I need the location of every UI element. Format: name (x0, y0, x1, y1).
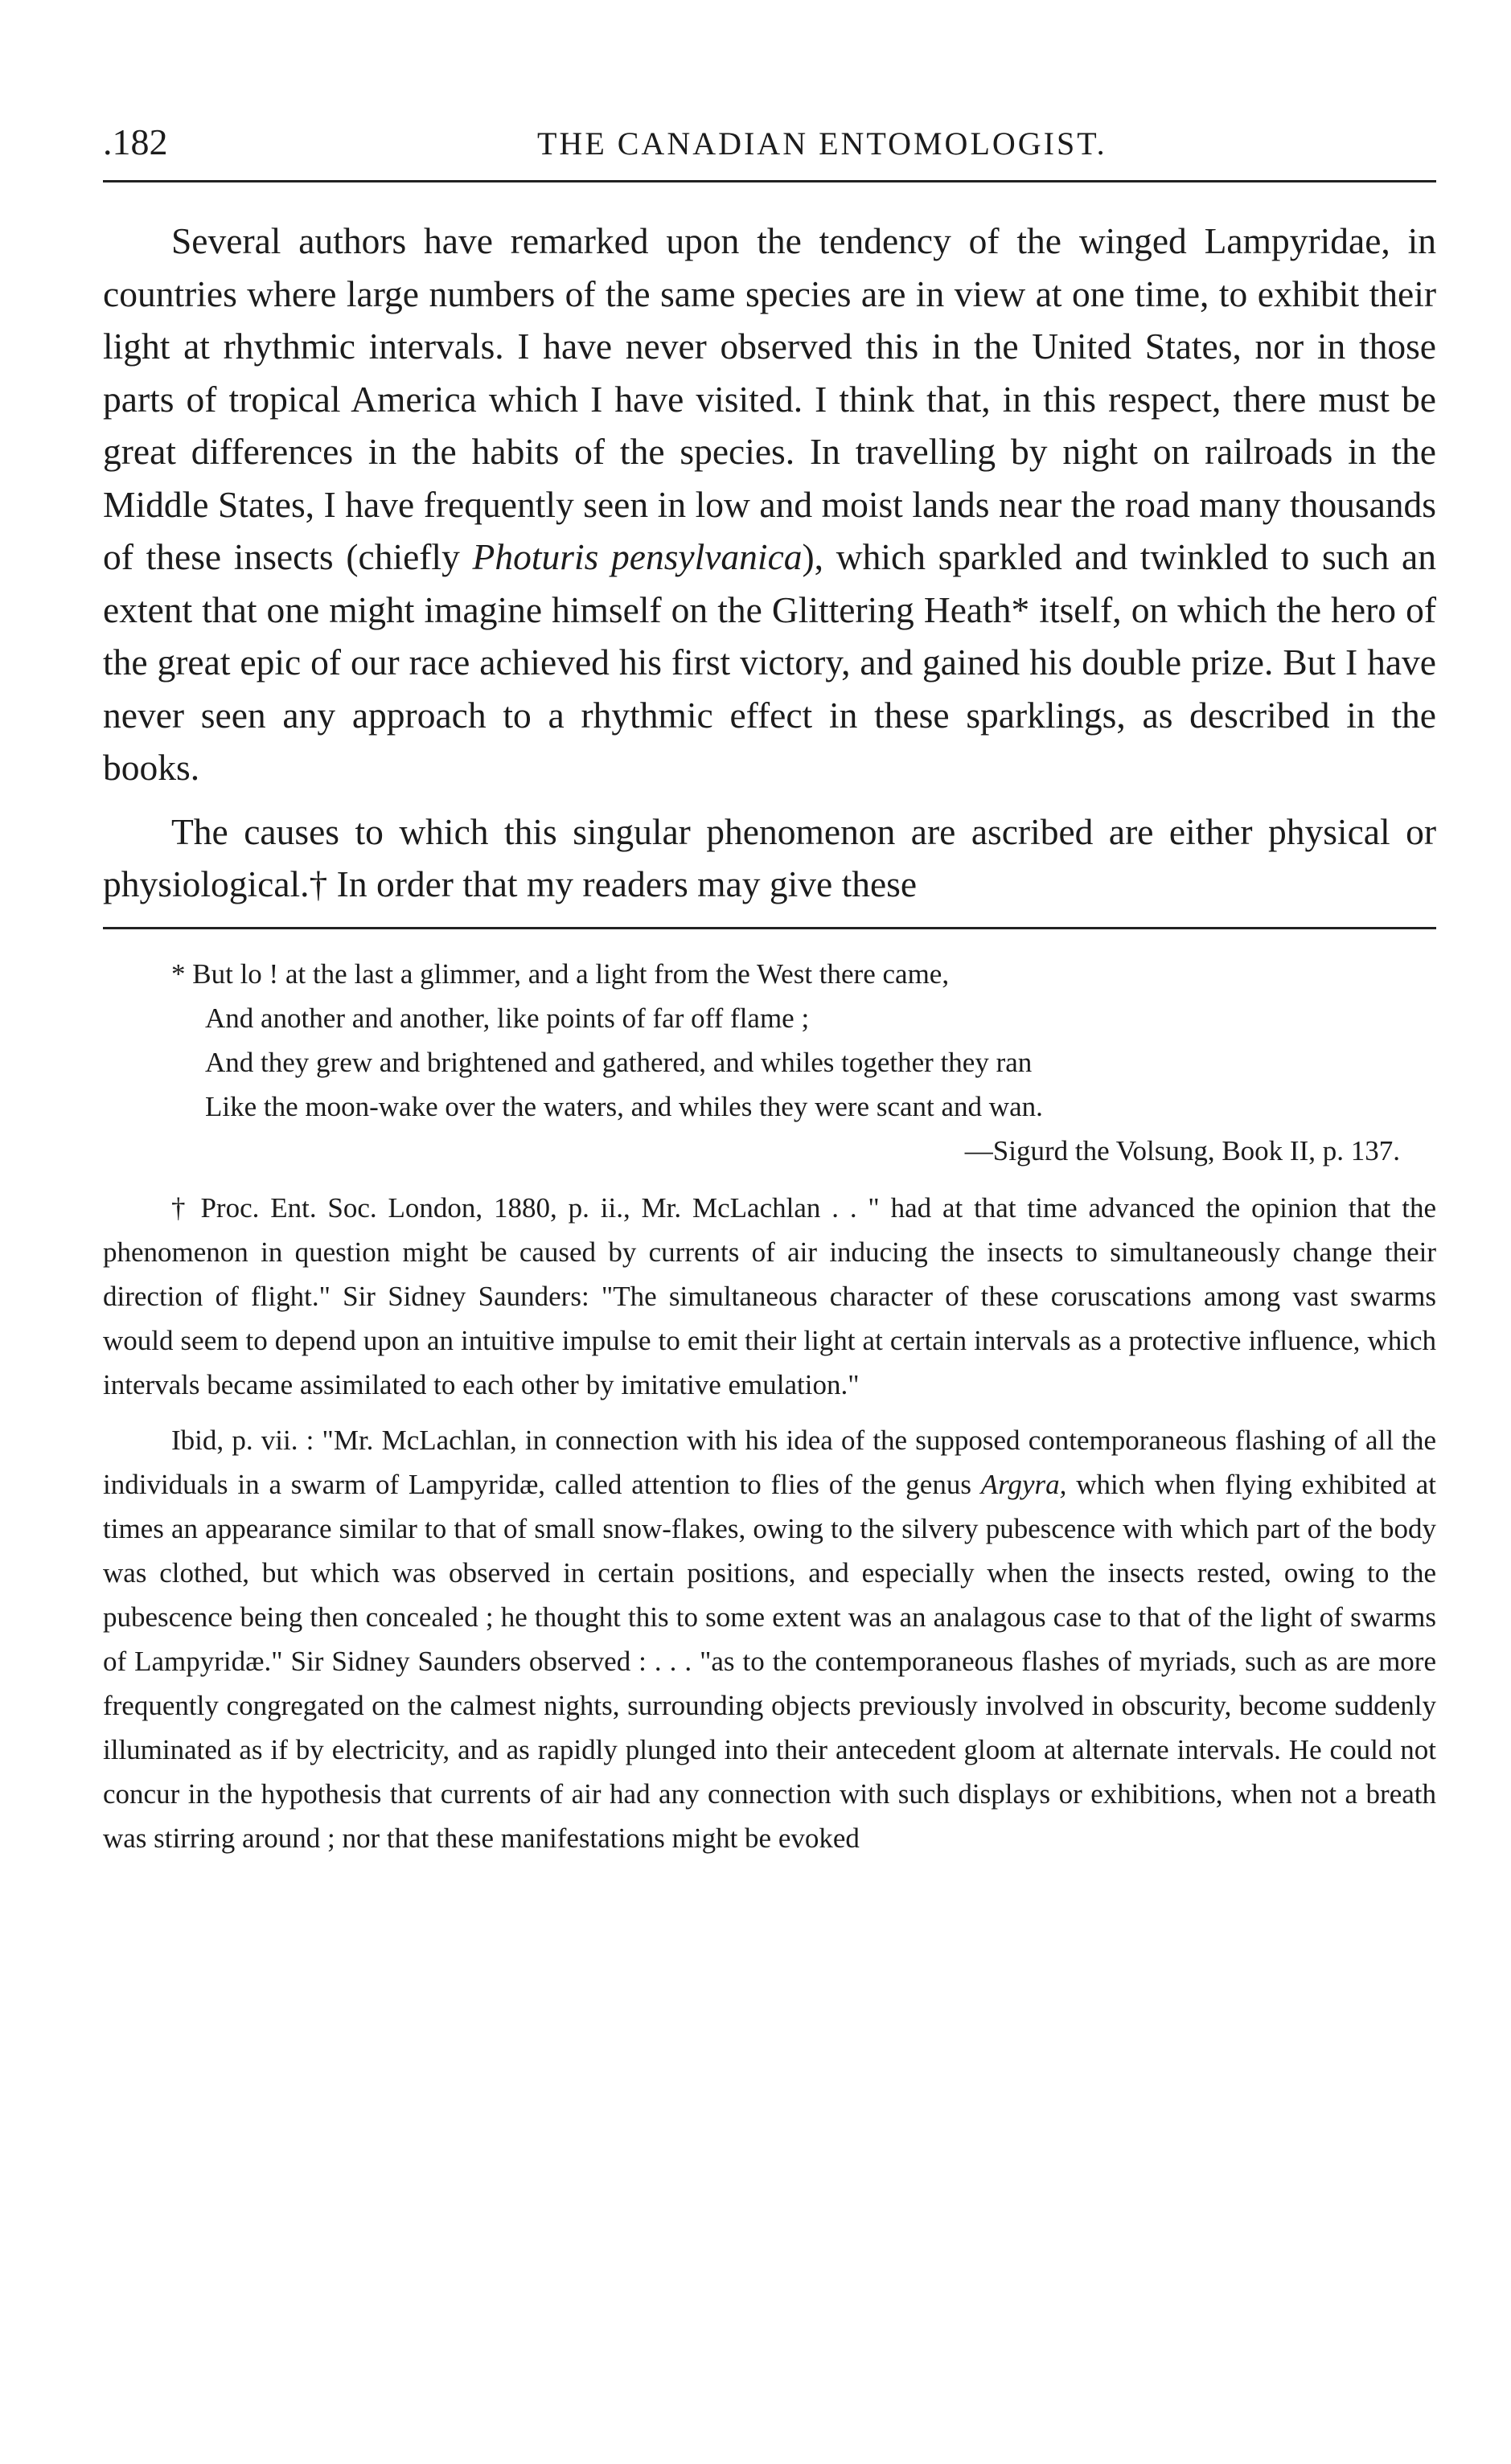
poem-line: Like the moon-wake over the waters, and whiles they were scant and wan. (205, 1090, 1043, 1122)
footnotes (103, 1186, 1436, 1860)
book-page (103, 121, 1436, 1860)
main-text (103, 215, 1436, 911)
body-paragraph-text: ), which sparkled and twinkled to such an extent that one might imagine himself on the Glittering Heath* itself, on which the hero of the great epic of our race achieved his first victory, and gained his double prize. But I have never seen any approach to a rhythmic effect in these sparklings, as described in the books. (103, 536, 1436, 788)
body-paragraph-text: Several authors have remarked upon the tendency of the winged Lampyridae, in countries where large numbers of the same species are in view at one time, to exhibit their light at rhythmic intervals. I have never observed this in the United States, nor in those parts of tropical America which I have visited. I think that, in this respect, there must be great differences in the habits of the species. In travelling by night on railroads in the Middle States, I have frequently seen in low and moist lands near the road many thousands of these insects (chiefly (103, 220, 1436, 577)
footnote-ibid (103, 1418, 1436, 1860)
body-paragraph: The causes to which this singular phenomenon are ascribed are either physical or physiological.† In order that my readers may give these (103, 810, 1436, 904)
footnote-rule (103, 927, 1436, 929)
genus-name: Argyra, (980, 1468, 1067, 1500)
footnote-text: which when flying exhibited at times an appearance similar to that of small snow-flakes, owing to the silvery pubescence with which part of the body was clothed, but which was observed in certain positions, and especially when the insects rested, owing to the pubescence being then concealed ; he thought this to some extent was an analagous case to that of the light of swarms of Lampyridæ." Sir Sidney Saunders observed : . . . "as to the contemporaneous flashes of myriads, such as are more frequently congregated on the calmest nights, surrounding objects previously involved in obscurity, become suddenly illuminated as if by electricity, and as rapidly plunged into their antecedent gloom at alternate intervals. He could not concur in the hypothesis that currents of air had any connection with such displays or exhibitions, when not a breath was stirring around ; nor that these manifestations might be evoked (103, 1468, 1436, 1854)
page-number: .182 (103, 121, 168, 162)
footnote-dagger: † Proc. Ent. Soc. London, 1880, p. ii., Mr. McLachlan . . " had at that time advanced the opinion that the phenomenon in question might be caused by currents of air inducing the insects to simultaneously change their direction of flight." Sir Sidney Saunders: "The simultaneous character of these coruscations among vast swarms would seem to depend upon an intuitive impulse to emit their light at certain intervals as a protective influence, which intervals became assimilated to each other by imitative emulation." (103, 1191, 1436, 1400)
header-rule (103, 180, 1436, 182)
poem-line: And another and another, like points of far off flame ; (205, 1002, 810, 1034)
running-title: THE CANADIAN ENTOMOLOGIST. (537, 125, 1107, 162)
poem-line: And they grew and brightened and gathered, and whiles together they ran (205, 1046, 1033, 1078)
poem-line: * But lo ! at the last a glimmer, and a light from the West there came, (171, 957, 950, 990)
page-header (103, 121, 1436, 169)
poem-attribution: —Sigurd the Volsung, Book II, p. 137. (964, 1134, 1400, 1166)
footnote-poem (171, 952, 1436, 1173)
species-name: Photuris pensylvanica (472, 536, 803, 577)
body-paragraph (103, 215, 1436, 794)
footnote-text: Ibid, p. vii. : "Mr. McLachlan, in connection with his idea of the supposed contemporaneous flashing of all the individuals in a swarm of Lampyridæ, called attention to flies of the genus (103, 1424, 1436, 1500)
